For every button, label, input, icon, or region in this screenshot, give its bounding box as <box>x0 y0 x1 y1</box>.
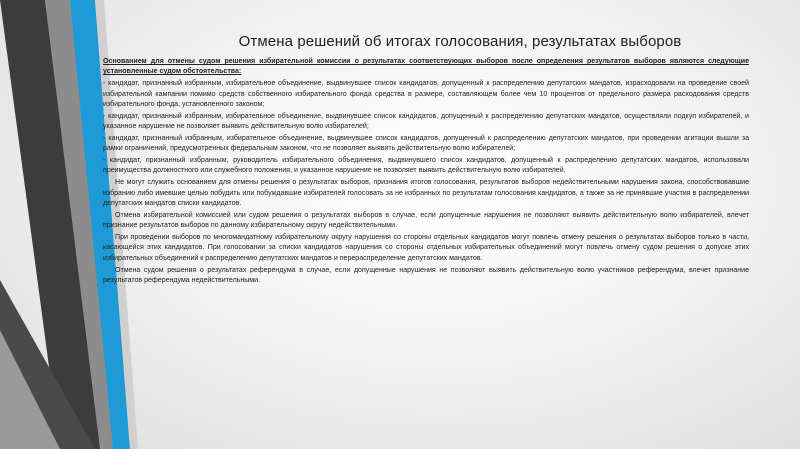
list-item: - кандидат, признанный избранным, избирательное объединение, выдвинувшее список кандидатов, допущенный к распределению депутатских мандатов, израсходовали на проведение своей избирательной кампании помимо средств собственного избирательного фонда средства в размере, составляющем более чем 10 процентов от предельного размера расходования средств избирательного фонда, установленного законом; <box>103 80 749 108</box>
slide-body <box>103 57 749 288</box>
body-paragraph: Не могут служить основанием для отмены решения о результатах выборов, признания итогов голосования, результатов выборов недействительными нарушения закона, способствовавшие избранию либо имевшие целью побудить или побуждавшие избирателей голосовать за не избранных по результатам голосования кандидатов, а также за не принявшие участия в распределении депутатских мандатов списки кандидатов. <box>103 179 749 207</box>
intro-paragraph: Основанием для отмены судом решения избирательной комиссии о результатах соответствующих выборов после определения результатов выборов являются следующие установленные судом обстоятельства: <box>103 58 749 76</box>
list-item: - кандидат, признанный избранным, избирательное объединение, выдвинувшее список кандидатов, допущенный к распределению депутатских мандатов, осуществляли подкуп избирателей, и указанное нарушение не позволяет выявить действительную волю избирателей; <box>103 112 749 131</box>
slide-title: Отмена решений об итогах голосования, результатах выборов <box>238 33 682 50</box>
body-paragraph: Отмена избирательной комиссией или судом решения о результатах выборов в случае, если допущенные нарушения не позволяют выявить действительную волю избирателей, влечет признание результатов выборов по данному избирательному округу недействительными. <box>103 211 749 230</box>
body-paragraph: При проведении выборов по многомандатному избирательному округу нарушения со стороны отдельных кандидатов могут повлечь отмену решения о результатах выборов только в части, касающейся этих кандидатов. При голосовании за списки кандидатов нарушения со стороны отдельных избирательных объединений могут повлечь отмену судом решения о допуске этих избирательных объединений к распределению депутатских мандатов и перераспределение депутатских мандатов. <box>103 234 749 262</box>
body-paragraph: Отмена судом решения о результатах референдума в случае, если допущенные нарушения не позволяют выявить действительную волю участников референдума, влечет признание результатов референдума недействительными. <box>103 266 749 284</box>
list-item: - кандидат, признанный избранным, избирательное объединение, выдвинувшее список кандидатов, допущенный к распределению депутатских мандатов, при проведении агитации вышли за рамки ограничений, предусмотренных федеральным законом, что не позволяет выявить действительную волю избирателей; <box>103 134 749 153</box>
list-item: - кандидат, признанный избранным, руководитель избирательного объединения, выдвинувшего список кандидатов, допущенный к распределению депутатских мандатов, использовали преимущества должностного или служебного положения, и указанное нарушение не позволяет выявить действительную волю избирателей. <box>103 157 749 175</box>
